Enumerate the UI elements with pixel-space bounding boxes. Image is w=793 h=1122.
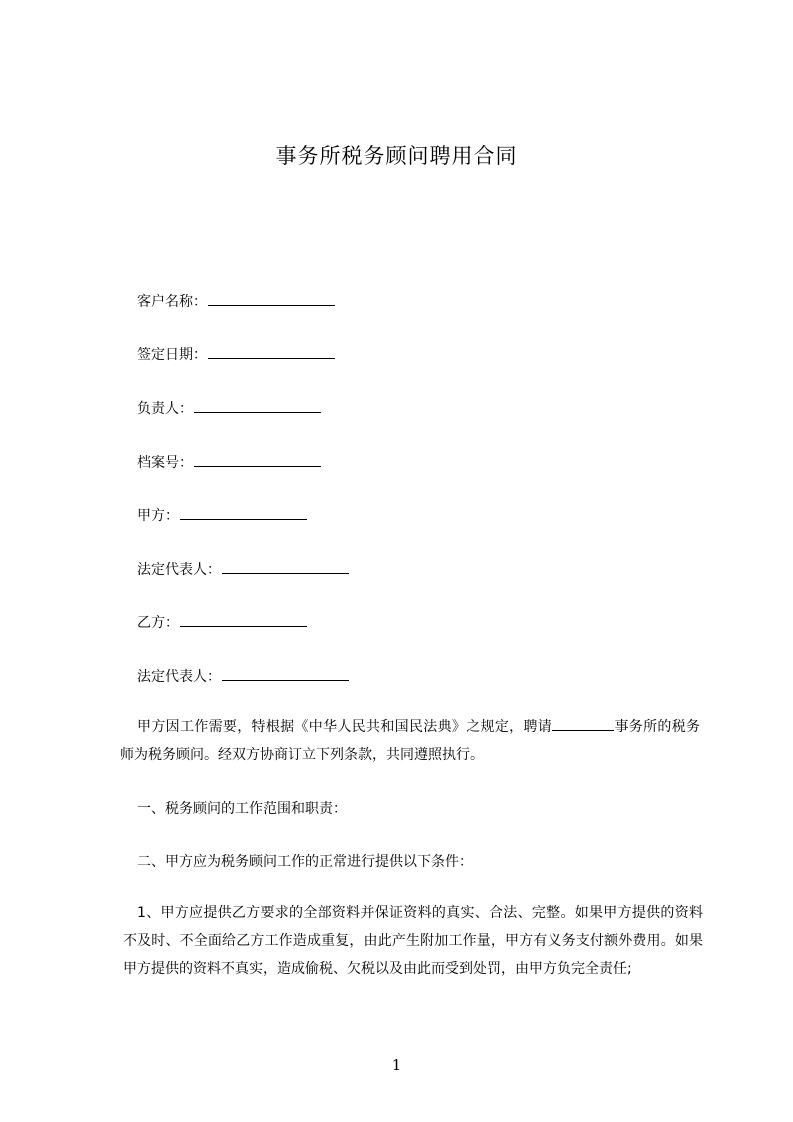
field-party-b [137,612,307,633]
field-legal-rep-a [137,559,349,580]
intro-text-2: 事务所的税务师为税务顾问。经双方协商订立下列条款，共同遵照执行。 [120,719,701,763]
fill-blank [180,505,307,520]
clause-paragraph [123,899,703,983]
field-label: 签定日期： [137,347,207,363]
field-label: 法定代表人： [137,669,221,685]
intro-text-1: 甲方因工作需要，特根据《中华人民共和国民法典》之规定，聘请 [137,719,553,735]
fill-blank [208,344,335,359]
fill-blank [194,398,321,413]
intro-paragraph [120,713,700,769]
field-client-name [137,291,335,312]
field-label: 档案号： [137,455,193,471]
clause-1-text: 1、甲方应提供乙方要求的全部资料并保证资料的真实、合法、完整。如果甲方提供的资料不及时、不全面给乙方工作造成重复，由此产生附加工作量，甲方有义务支付额外费用。如果甲方提供的资料不真实，造成偷税、欠税以及由此而受到处罚，由甲方负完全责任; [123,905,703,977]
page-number: 1 [391,1056,402,1074]
firm-name-blank [552,716,614,731]
section-heading-2: 二、甲方应为税务顾问工作的正常进行提供以下条件： [137,854,473,870]
field-label: 法定代表人： [137,562,221,578]
field-legal-rep-b [137,666,349,687]
fill-blank [222,666,349,681]
fill-blank [180,612,307,627]
fill-blank [194,452,321,467]
field-file-number [137,452,321,473]
field-label: 客户名称： [137,294,207,310]
fill-blank [222,559,349,574]
field-person-in-charge [137,398,321,419]
section-heading-1: 一、税务顾问的工作范围和职责： [137,801,347,817]
field-label: 甲方： [137,508,179,524]
field-sign-date [137,344,335,365]
fill-blank [208,291,335,306]
field-label: 负责人： [137,401,193,417]
field-party-a [137,505,307,526]
field-label: 乙方： [137,615,179,631]
document-title: 事务所税务顾问聘用合同 [275,144,518,168]
